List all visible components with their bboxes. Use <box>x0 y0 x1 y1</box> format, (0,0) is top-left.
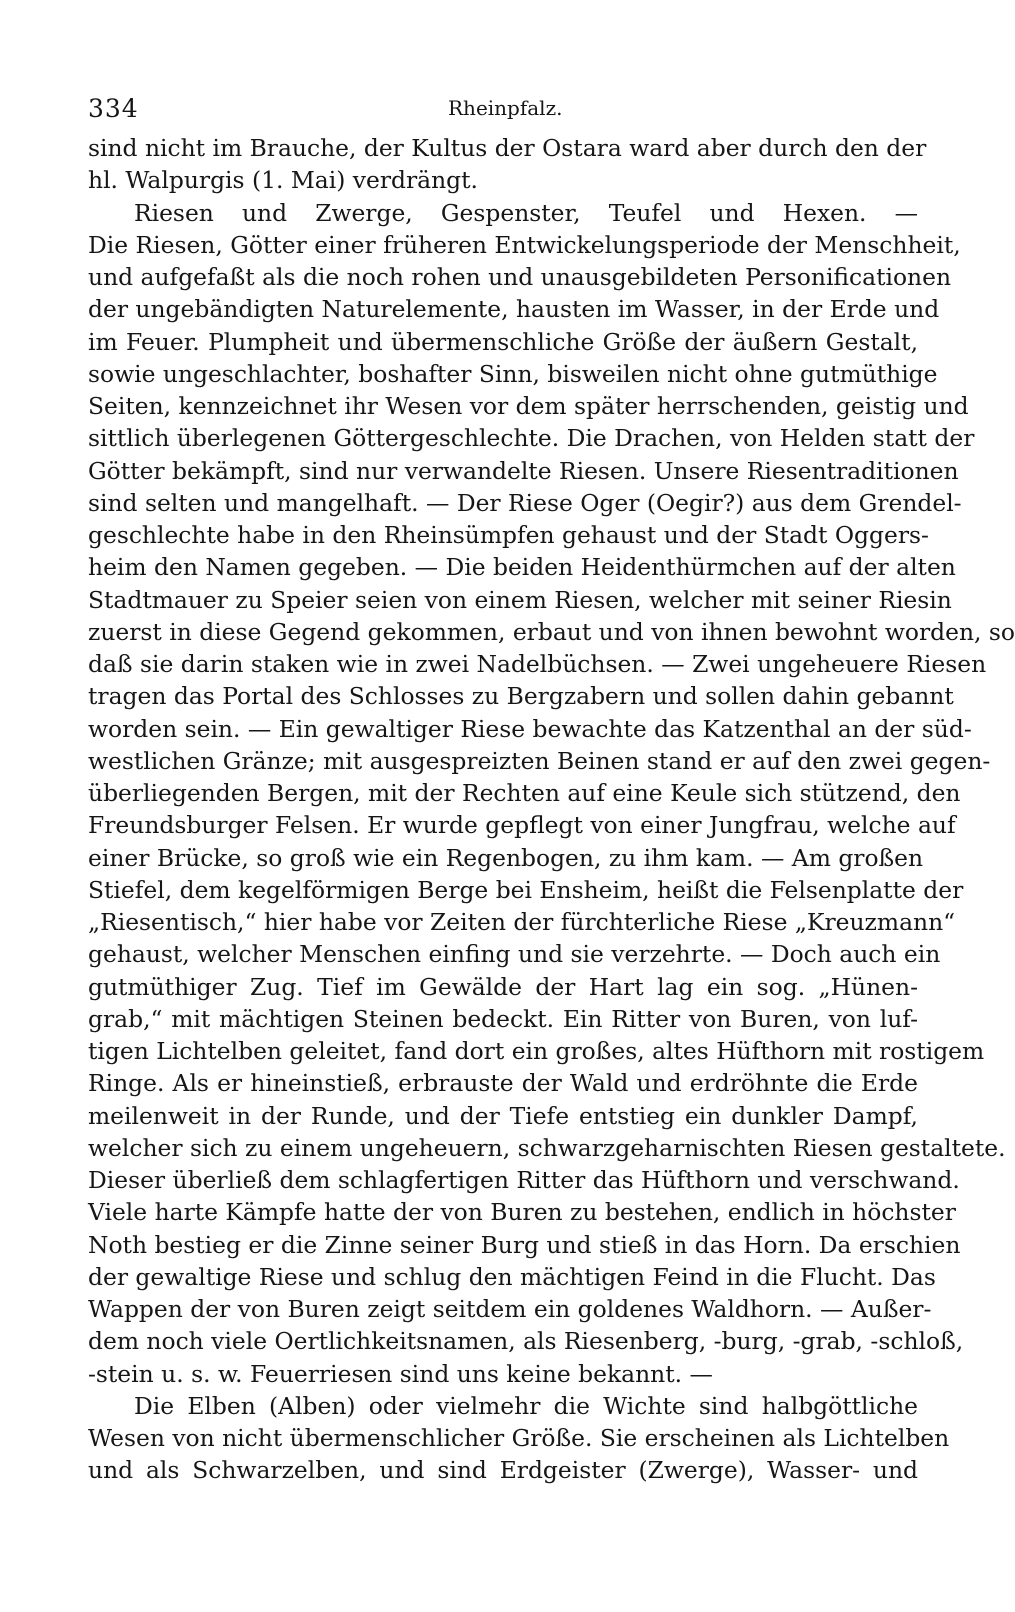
text-line: einer Brücke, so groß wie ein Regenbogen, zu ihm kam. — Am großen <box>88 843 924 872</box>
document-page <box>88 88 1015 1588</box>
text-line: im Feuer. Plumpheit und übermenschliche Größe der äußern Gestalt, <box>88 327 918 356</box>
text-line: -stein u. s. w. Feuerriesen sind uns keine bekannt. — <box>88 1359 713 1388</box>
text-line: geschlechte habe in den Rheinsümpfen gehaust und der Stadt Oggers- <box>88 521 929 549</box>
text-line: Stiefel, dem kegelförmigen Berge bei Ensheim, heißt die Felsenplatte der <box>88 875 964 904</box>
text-line: der ungebändigten Naturelemente, hausten im Wasser, in der Erde und <box>88 295 940 324</box>
text-line: welcher sich zu einem ungeheuern, schwarzgeharnischten Riesen gestaltete. <box>88 1133 1006 1162</box>
text-line: Ringe. Als er hineinstieß, erbrauste der Wald und erdröhnte die Erde <box>88 1069 918 1098</box>
text-line: der gewaltige Riese und schlug den mächtigen Feind in die Flucht. Das <box>88 1262 936 1291</box>
text-line: „Riesentisch,“ hier habe vor Zeiten der fürchterliche Riese „Kreuzmann“ <box>88 908 956 936</box>
text-line: gehaust, welcher Menschen einfing und sie verzehrte. — Doch auch ein <box>88 940 941 969</box>
text-line: gutmüthiger Zug. Tief im Gewälde der Hart lag ein sog. „Hünen- <box>88 972 918 1001</box>
text-line: hl. Walpurgis (1. Mai) verdrängt. <box>88 166 478 195</box>
text-line: Die Elben (Alben) oder vielmehr die Wichte sind halbgöttliche <box>134 1391 918 1420</box>
text-line: meilenweit in der Runde, und der Tiefe entstieg ein dunkler Dampf, <box>88 1101 918 1130</box>
section-heading-line: Riesen und Zwerge, Gespenster, Teufel und Hexen. — <box>134 198 918 227</box>
text-line: Die Riesen, Götter einer früheren Entwickelungsperiode der Menschheit, <box>88 230 961 259</box>
page-header <box>88 88 918 132</box>
text-line: daß sie darin staken wie in zwei Nadelbüchsen. — Zwei ungeheuere Riesen <box>88 650 987 678</box>
body-text <box>88 132 1015 1487</box>
text-line: heim den Namen gegeben. — Die beiden Heidenthürmchen auf der alten <box>88 553 956 582</box>
text-line: Dieser überließ dem schlagfertigen Ritter das Hüfthorn und verschwand. <box>88 1166 960 1194</box>
text-line: westlichen Gränze; mit ausgespreizten Beinen stand er auf den zwei gegen- <box>88 746 991 775</box>
text-line: sind nicht im Brauche, der Kultus der Ostara ward aber durch den der <box>88 134 927 162</box>
text-line: worden sein. — Ein gewaltiger Riese bewachte das Katzenthal an der süd- <box>88 714 972 743</box>
text-line: zuerst in diese Gegend gekommen, erbaut und von ihnen bewohnt worden, so <box>88 617 1015 646</box>
text-line: Wappen der von Buren zeigt seitdem ein goldenes Waldhorn. — Außer- <box>88 1295 932 1323</box>
text-line: Götter bekämpft, sind nur verwandelte Riesen. Unsere Riesentraditionen <box>88 456 959 485</box>
text-line: grab,“ mit mächtigen Steinen bedeckt. Ein Ritter von Buren, von luf- <box>88 1004 918 1033</box>
text-line: tragen das Portal des Schlosses zu Bergzabern und sollen dahin gebannt <box>88 682 954 711</box>
text-line: sind selten und mangelhaft. — Der Riese Oger (Oegir?) aus dem Grendel- <box>88 488 962 517</box>
text-line: Noth bestieg er die Zinne seiner Burg und stieß in das Horn. Da erschien <box>88 1230 961 1259</box>
page-number: 334 <box>88 94 139 123</box>
text-line: Wesen von nicht übermenschlicher Größe. Sie erscheinen als Lichtelben <box>88 1424 950 1452</box>
text-line: Seiten, kennzeichnet ihr Wesen vor dem später herrschenden, geistig und <box>88 392 969 420</box>
text-line: sittlich überlegenen Göttergeschlechte. Die Drachen, von Helden statt der <box>88 424 975 453</box>
text-line: dem noch viele Oertlichkeitsnamen, als Riesenberg, -burg, -grab, -schloß, <box>88 1327 964 1356</box>
running-head: Rheinpfalz. <box>448 96 563 120</box>
text-line: Viele harte Kämpfe hatte der von Buren zu bestehen, endlich in höchster <box>88 1198 956 1227</box>
text-line: und als Schwarzelben, und sind Erdgeister (Zwerge), Wasser- und <box>88 1456 918 1485</box>
text-line: tigen Lichtelben geleitet, fand dort ein großes, altes Hüfthorn mit rostigem <box>88 1037 985 1065</box>
text-line: Freundsburger Felsen. Er wurde gepflegt von einer Jungfrau, welche auf <box>88 811 956 840</box>
text-line: und aufgefaßt als die noch rohen und unausgebildeten Personificationen <box>88 263 952 291</box>
text-line: überliegenden Bergen, mit der Rechten auf eine Keule sich stützend, den <box>88 779 961 807</box>
text-line: Stadtmauer zu Speier seien von einem Riesen, welcher mit seiner Riesin <box>88 585 952 614</box>
text-line: sowie ungeschlachter, boshafter Sinn, bisweilen nicht ohne gutmüthige <box>88 359 938 388</box>
